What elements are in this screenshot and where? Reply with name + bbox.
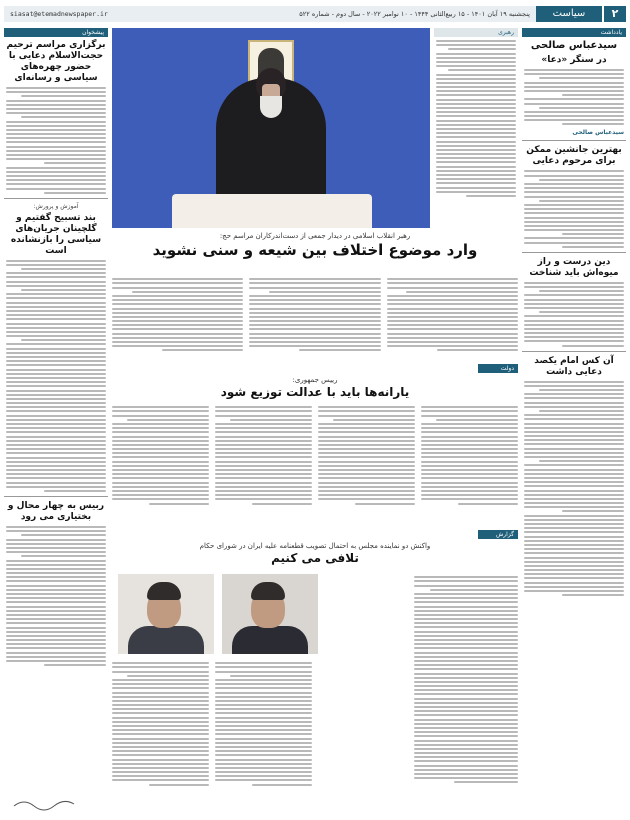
right-article1-byline: سیدعباس صالحی [572,129,624,137]
right-article4-body [524,381,624,597]
issue-date: پنجشنبه ۱۹ آبان ۱۴۰۱ - ۱۵ ربیع‌الثانی ۱۴۴۴ - ۱۰ نوامبر ۲۰۲۲ - سال دوم - شماره ۵۲۲ [299,10,530,18]
divider [522,140,626,141]
main-headline: وارد موضوع اختلاف بین شیعه و سنی نشوید [152,241,478,259]
mp-photo-right [118,574,214,654]
divider [4,496,108,497]
divider [522,351,626,352]
mp-photo-left [222,574,318,654]
divider [4,198,108,199]
right-article1-subtitle: در سنگر «دعا» [541,55,607,65]
right-column [522,28,626,812]
second-story-body [112,404,518,524]
middle-column [112,28,518,812]
left-article3-body [6,526,106,666]
main-article-body [112,276,518,360]
right-article1-body [524,69,624,125]
left-article1-body [6,87,106,194]
page-number: ۲ [604,6,626,22]
government-label: دولت [478,364,518,373]
report-label: گزارش [478,530,518,539]
section-label: سیاست [536,6,602,22]
third-story-body-right [414,574,518,812]
main-kicker: رهبر انقلاب اسلامی در دیدار جمعی از دست‌اندرکاران مراسم حج: [219,232,411,240]
masthead [4,6,626,22]
desk [172,194,372,228]
third-kicker: واکنش دو نماینده مجلس به احتمال تصویب قطعنامه علیه ایران در شورای حکام [199,542,431,550]
right-column-label: یادداشت [522,28,626,37]
left-column-label: پیشخوان [4,28,108,37]
left-article1-title: برگزاری مراسم ترحیم حجت‌الاسلام دعایی با حضور چهره‌های سیاسی و رسانه‌ای [6,40,106,83]
right-article2-body [524,170,624,247]
second-kicker: رییس جمهوری: [292,376,338,384]
website-email: siasat@etemadnewspaper.ir [10,10,108,18]
mp-photos [118,574,318,654]
left-column [4,28,108,812]
left-article2-kicker: آموزش و پرورش: [33,202,79,210]
left-article2-title: بند تسبیح گفتیم و گلچینان جریان‌های سیاسی را بازنشانده است [10,212,102,256]
top-right-blurb [434,28,518,228]
right-article3-title: دین درست و راز میوه‌اش باید شناخت [529,256,619,278]
third-headline: تلافی می کنیم [271,551,359,565]
right-article4-title: آن کس امام یکصد دعایی داشت [534,355,614,377]
third-story-header [112,530,518,566]
second-story-header [112,364,518,400]
leader-photo [112,28,430,228]
signature-mark [4,796,108,812]
beard [260,96,282,118]
right-article2-title: بهترین جانشین ممکن برای مرحوم دعایی [526,145,622,167]
third-story-body-left [112,660,312,810]
dateline [4,6,536,22]
left-article2-body [6,260,106,492]
main-headline-block [112,232,518,260]
leadership-label: رهبری [434,28,518,37]
second-headline: یارانه‌ها باید با عدالت توزیع شود [220,385,410,399]
right-article3-body [524,282,624,347]
right-article1-title: سیدعباس صالحی [530,40,618,51]
divider [522,252,626,253]
left-article3-title: ربیس به چهار محال و بختیاری می رود [7,501,105,522]
